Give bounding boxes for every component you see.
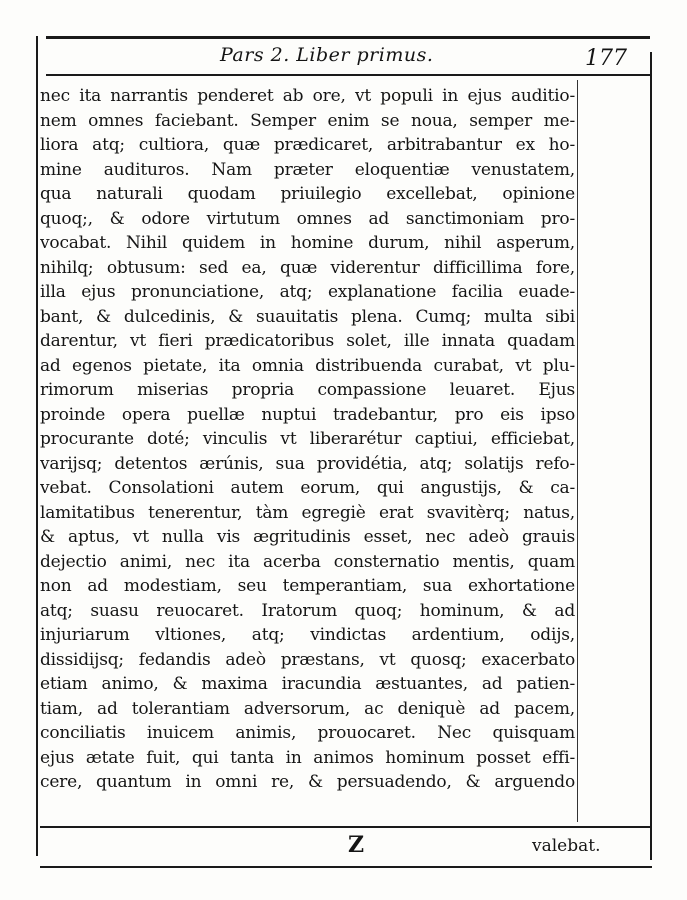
text-line: injuriarum vltiones, atq; vindictas ardentium, odijs, xyxy=(40,625,575,645)
text-line: & aptus, vt nulla vis ægritudinis esset, nec adeò grauis xyxy=(40,527,575,547)
catchword: valebat. xyxy=(532,836,601,856)
header-underline-rule xyxy=(46,74,650,76)
text-line: ad egenos pietate, ita omnia distribuenda curabat, vt plu- xyxy=(40,355,575,376)
text-line: rimorum miserias propria compassione leuaret. Ejus xyxy=(40,380,575,400)
text-line: procurante doté; vinculis vt liberarétur captiui, efficiebat, xyxy=(40,429,575,449)
text-line: darentur, vt fieri prædicatoribus solet, ille innata quadam xyxy=(40,331,575,351)
text-line: atq; suasu reuocaret. Iratorum quoq; hominum, & ad xyxy=(40,600,575,621)
text-line: lamitatibus tenerentur, tàm egregiè erat svavitèrq; natus, xyxy=(40,502,575,523)
text-line: vocabat. Nihil quidem in homine durum, nihil asperum, xyxy=(40,233,575,253)
text-line: nec ita narrantis penderet ab ore, vt populi in ejus auditio- xyxy=(40,86,575,106)
text-line: conciliatis inuicem animis, prouocaret. Nec quisquam xyxy=(40,723,575,743)
text-line: liora atq; cultiora, quæ prædicaret, arbitrabantur ex ho- xyxy=(40,135,575,155)
text-line: proinde opera puellæ nuptui tradebantur, pro eis ipso xyxy=(40,404,575,425)
right-frame-rule xyxy=(650,52,652,860)
text-column-rule xyxy=(577,80,578,822)
running-head: Pars 2. Liber primus. xyxy=(220,44,434,66)
text-line: nihilq; obtusum: sed ea, quæ viderentur difficillima fore, xyxy=(40,257,575,278)
text-line: mine audituros. Nam præter eloquentiæ venustatem, xyxy=(40,159,575,180)
footer-bottom-rule xyxy=(40,866,652,868)
text-line: vebat. Consolationi autem eorum, qui angustijs, & ca- xyxy=(40,478,575,498)
text-line: quoq;, & odore virtutum omnes ad sanctimoniam pro- xyxy=(40,208,575,229)
text-line: cere, quantum in omni re, & persuadendo, & arguendo xyxy=(40,772,575,792)
text-line: illa ejus pronunciatione, atq; explanatione facilia euade- xyxy=(40,282,575,302)
signature-mark: Z xyxy=(348,832,365,858)
text-line: varijsq; detentos ærúnis, sua providétia, atq; solatijs refo- xyxy=(40,453,575,474)
text-line: ejus ætate fuit, qui tanta in animos hominum posset effi- xyxy=(40,747,575,768)
text-line: etiam animo, & maxima iracundia æstuantes, ad patien- xyxy=(40,674,575,694)
footer-top-rule xyxy=(40,826,652,828)
text-line: non ad modestiam, seu temperantiam, sua exhortatione xyxy=(40,576,575,596)
body-text xyxy=(40,84,575,795)
page-number: 177 xyxy=(585,46,627,71)
top-rule xyxy=(46,36,650,39)
text-line: qua naturali quodam priuilegio excellebat, opinione xyxy=(40,184,575,204)
text-line: dejectio animi, nec ita acerba consternatio mentis, quam xyxy=(40,551,575,572)
text-line: nem omnes faciebant. Semper enim se noua, semper me- xyxy=(40,110,575,131)
text-line: bant, & dulcedinis, & suauitatis plena. Cumq; multa sibi xyxy=(40,306,575,327)
left-frame-rule xyxy=(36,36,38,856)
text-line: dissidijsq; fedandis adeò præstans, vt quosq; exacerbato xyxy=(40,649,575,670)
text-line: tiam, ad tolerantiam adversorum, ac deniquè ad pacem, xyxy=(40,698,575,719)
